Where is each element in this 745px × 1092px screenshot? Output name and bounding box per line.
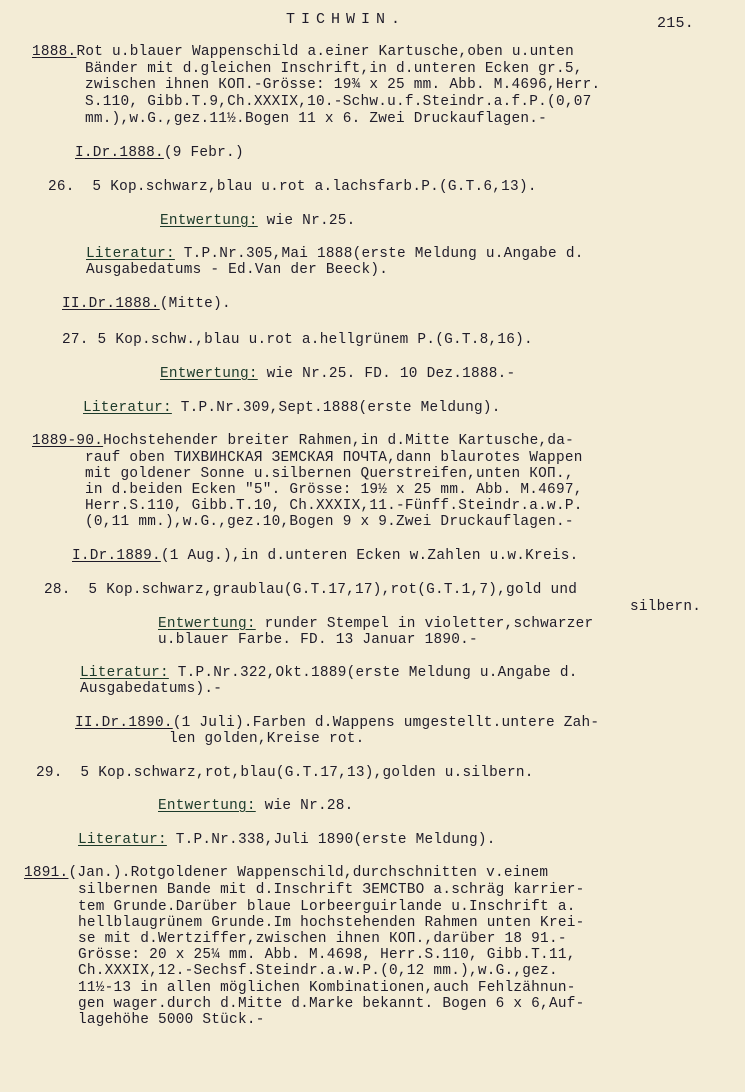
- entry-1891-desc-4: hellblaugrünem Grunde.Im hochstehenden Rahmen unten Krei-: [78, 915, 585, 931]
- literatur-27-label: Literatur:: [83, 400, 172, 416]
- stamp-28-line-1: 28. 5 Kop.schwarz,graublau(G.T.17,17),rot(G.T.1,7),gold und: [44, 582, 578, 598]
- entry-1888-desc-2: Bänder mit d.gleichen Inschrift,in d.unteren Ecken gr.5,: [85, 61, 583, 77]
- literatur-29: [78, 833, 496, 848]
- entry-1891-year: 1891.: [24, 865, 69, 881]
- entwertung-28-line-1: [158, 617, 593, 632]
- print-1890-2-label: II.Dr.1890.: [75, 715, 173, 731]
- literatur-28-label: Literatur:: [80, 665, 169, 681]
- page-header-title: TICHWIN.: [286, 11, 407, 28]
- print-1890-2-text-1: (1 Juli).Farben d.Wappens umgestellt.untere Zah-: [172, 715, 600, 731]
- literatur-28-text-1: T.P.Nr.322,Okt.1889(erste Meldung u.Angabe d.: [168, 665, 578, 681]
- entwertung-29-label: Entwertung:: [158, 798, 256, 814]
- literatur-26-label: Literatur:: [86, 246, 175, 262]
- entry-1889-desc-6: (0,11 mm.),w.G.,gez.10,Bogen 9 x 9.Zwei Druckauflagen.-: [85, 514, 574, 530]
- entry-1888-line-1: [32, 45, 574, 60]
- literatur-29-text: T.P.Nr.338,Juli 1890(erste Meldung).: [166, 832, 496, 848]
- entry-1891-desc-9: gen wager.durch d.Mitte d.Marke bekannt. Bogen 6 x 6,Auf-: [78, 996, 585, 1012]
- print-1888-2: [62, 297, 231, 312]
- entry-1891-desc-7: Ch.XXXIX,12.-Sechsf.Steindr.a.w.P.(0,12 mm.),w.G.,gez.: [78, 963, 558, 979]
- page-number: 215.: [657, 15, 695, 32]
- entwertung-29-text: wie Nr.28.: [255, 798, 354, 814]
- entwertung-28-line-2: u.blauer Farbe. FD. 13 Januar 1890.-: [158, 632, 478, 648]
- entry-1888-desc-4: S.110, Gibb.T.9,Ch.XXXIX,10.-Schw.u.f.Steindr.a.f.P.(0,07: [85, 94, 592, 110]
- entry-1889-desc-2: rauf oben ТИХВИНСКАЯ ЗЕМСКАЯ ПОЧТА,dann blaurotes Wappen: [85, 450, 583, 466]
- print-1890-2-line-2: len golden,Kreise rot.: [169, 731, 365, 747]
- print-1888-1-label: I.Dr.1888.: [75, 145, 164, 161]
- literatur-26-line-2: Ausgabedatums - Ed.Van der Beeck).: [86, 262, 389, 278]
- entwertung-28-text-1: runder Stempel in violetter,schwarzer: [255, 616, 594, 632]
- entry-1891-desc-3: tem Grunde.Darüber blaue Lorbeerguirlande u.Inschrift a.: [78, 899, 576, 915]
- entry-1889-line-1: [32, 434, 574, 449]
- entry-1889-desc-1: Hochstehender breiter Rahmen,in d.Mitte Kartusche,da-: [103, 433, 575, 449]
- entwertung-29: [158, 799, 354, 814]
- entwertung-27-label: Entwertung:: [160, 366, 258, 382]
- entwertung-26-label: Entwertung:: [160, 213, 258, 229]
- entry-1889-desc-3: mit goldener Sonne u.silbernen Querstreifen,unten КОП.,: [85, 466, 574, 482]
- entwertung-26: [160, 214, 356, 229]
- print-1889-1: [72, 549, 579, 564]
- literatur-26-line-1: [86, 247, 584, 262]
- stamp-27: 27. 5 Kop.schw.,blau u.rot a.hellgrünem P.(G.T.8,16).: [62, 332, 533, 348]
- literatur-26-text-1: T.P.Nr.305,Mai 1888(erste Meldung u.Angabe d.: [174, 246, 584, 262]
- stamp-28-line-2: silbern.: [630, 599, 702, 615]
- stamp-26: 26. 5 Kop.schwarz,blau u.rot a.lachsfarb.P.(G.T.6,13).: [48, 179, 537, 195]
- print-1889-1-label: I.Dr.1889.: [72, 548, 161, 564]
- entry-1889-year: 1889-90.: [32, 433, 104, 449]
- print-1888-1-text: (9 Febr.): [163, 145, 244, 161]
- entry-1889-desc-4: in d.beiden Ecken "5". Grösse: 19½ x 25 mm. Abb. M.4697,: [85, 482, 583, 498]
- entry-1888-desc-5: mm.),w.G.,gez.11½.Bogen 11 x 6. Zwei Druckauflagen.-: [85, 111, 548, 127]
- stamp-29: 29. 5 Kop.schwarz,rot,blau(G.T.17,13),golden u.silbern.: [36, 765, 534, 781]
- literatur-27-text: T.P.Nr.309,Sept.1888(erste Meldung).: [171, 400, 501, 416]
- literatur-29-label: Literatur:: [78, 832, 167, 848]
- entry-1891-line-1: [24, 866, 548, 881]
- entry-1888-year: 1888.: [32, 44, 77, 60]
- entwertung-27: [160, 367, 515, 382]
- print-1888-2-text: (Mitte).: [159, 296, 231, 312]
- print-1890-2-line-1: [75, 716, 599, 731]
- literatur-28-line-2: Ausgabedatums).-: [80, 681, 223, 697]
- entwertung-27-text: wie Nr.25. FD. 10 Dez.1888.-: [257, 366, 516, 382]
- entry-1891-desc-5: se mit d.Wertziffer,zwischen ihnen КОП.,darüber 18 91.-: [78, 931, 567, 947]
- entry-1891-desc-6: Grösse: 20 x 25¼ mm. Abb. M.4698, Herr.S.110, Gibb.T.11,: [78, 947, 576, 963]
- print-1888-2-label: II.Dr.1888.: [62, 296, 160, 312]
- entry-1888-desc-1: Rot u.blauer Wappenschild a.einer Kartusche,oben u.unten: [76, 44, 575, 60]
- entry-1891-desc-1: (Jan.).Rotgoldener Wappenschild,durchschnitten v.einem: [68, 865, 549, 881]
- literatur-27: [83, 401, 501, 416]
- entry-1888-desc-3: zwischen ihnen КОП.-Grösse: 19¾ x 25 mm. Abb. M.4696,Herr.: [85, 77, 601, 93]
- print-1888-1: [75, 146, 244, 161]
- print-1889-1-text: (1 Aug.),in d.unteren Ecken w.Zahlen u.w.Kreis.: [160, 548, 579, 564]
- entry-1891-desc-10: lagehöhe 5000 Stück.-: [78, 1012, 265, 1028]
- entry-1889-desc-5: Herr.S.110, Gibb.T.10, Ch.XXXIX,11.-Fünff.Steindr.a.w.P.: [85, 498, 583, 514]
- entry-1891-desc-8: 11½-13 in allen möglichen Kombinationen,auch Fehlzähnun-: [78, 980, 576, 996]
- entry-1891-desc-2: silbernen Bande mit d.Inschrift ЗЕМСТВО a.schräg karrier-: [78, 882, 585, 898]
- entwertung-26-text: wie Nr.25.: [257, 213, 356, 229]
- literatur-28-line-1: [80, 666, 578, 681]
- entwertung-28-label: Entwertung:: [158, 616, 256, 632]
